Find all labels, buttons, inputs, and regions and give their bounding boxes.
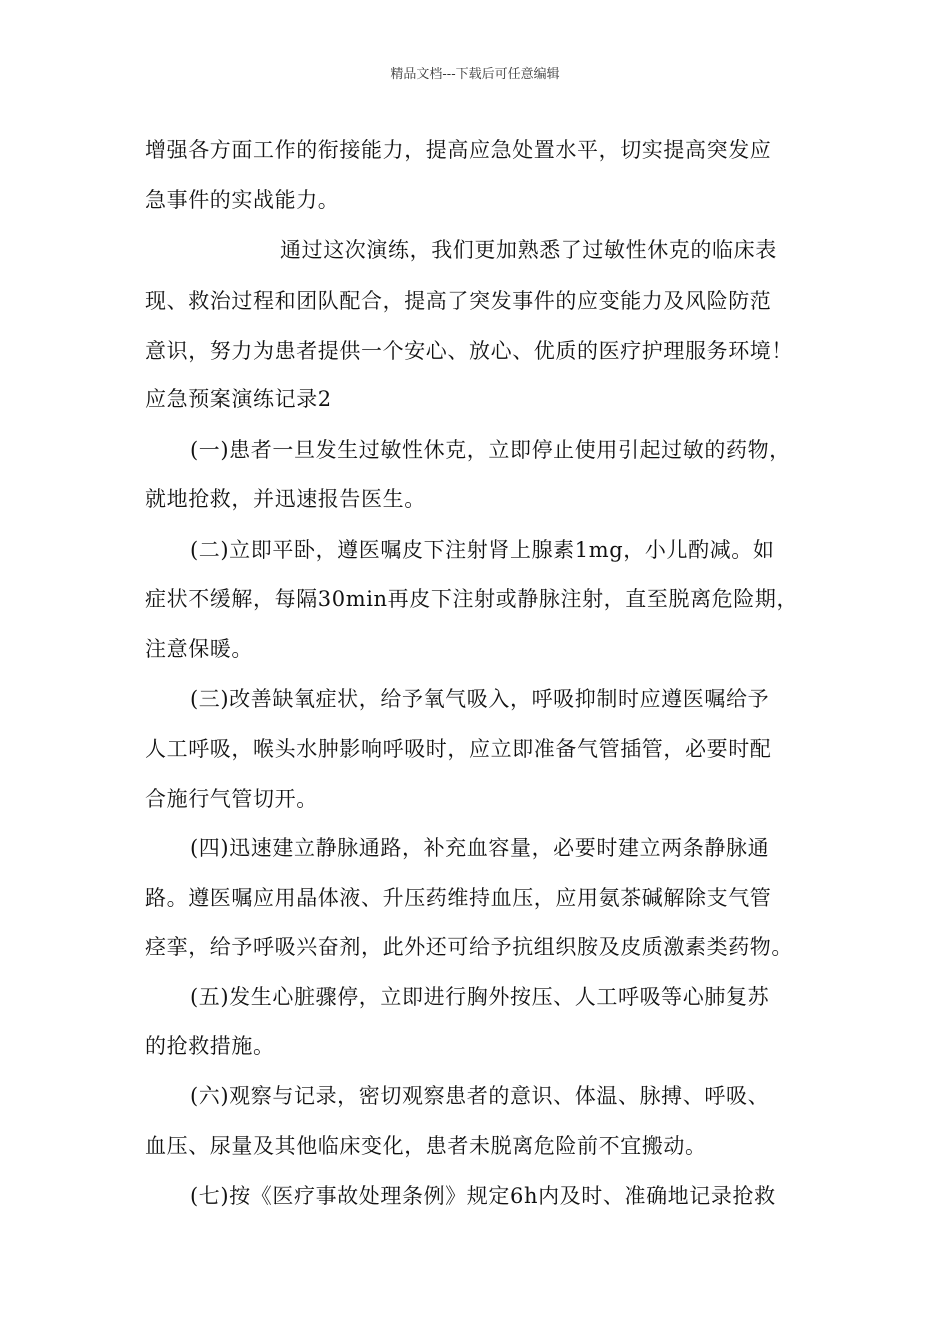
text-line: 急事件的实战能力。	[145, 188, 340, 212]
text-line: 的抢救措施。	[145, 1034, 275, 1058]
text-line: 意识，努力为患者提供一个安心、放心、优质的医疗护理服务环境！	[145, 339, 793, 363]
text-line: 路。遵医嘱应用晶体液、升压药维持血压，应用氨茶碱解除支气管	[145, 886, 772, 910]
text-line: (五)发生心脏骤停，立即进行胸外按压、人工呼吸等心肺复苏	[190, 985, 770, 1009]
text-line: (六)观察与记录，密切观察患者的意识、体温、脉搏、呼吸、	[190, 1084, 770, 1108]
text-line: 注意保暖。	[145, 637, 253, 661]
text-line: 痉挛，给予呼吸兴奋剂，此外还可给予抗组织胺及皮质激素类药物。	[145, 935, 793, 959]
text-line: (一)患者一旦发生过敏性休克，立即停止使用引起过敏的药物，	[190, 438, 791, 462]
text-line: (四)迅速建立静脉通路，补充血容量，必要时建立两条静脉通	[190, 836, 770, 860]
text-line: (七)按《医疗事故处理条例》规定6h内及时、准确地记录抢救	[190, 1184, 776, 1208]
text-line: (三)改善缺氧症状，给予氧气吸入，呼吸抑制时应遵医嘱给予	[190, 687, 770, 711]
text-line: 增强各方面工作的衔接能力，提高应急处置水平，切实提高突发应	[145, 138, 772, 162]
text-line: 现、救治过程和团队配合，提高了突发事件的应变能力及风险防范	[145, 289, 772, 313]
text-line: 症状不缓解，每隔30min再皮下注射或静脉注射，直至脱离危险期，	[145, 587, 799, 611]
text-line: 就地抢救，并迅速报告医生。	[145, 487, 426, 511]
page-header: 精品文档---下载后可任意编辑	[390, 67, 560, 82]
text-line: 人工呼吸，喉头水肿影响呼吸时，应立即准备气管插管，必要时配	[145, 737, 772, 761]
text-line: 通过这次演练，我们更加熟悉了过敏性休克的临床表	[280, 238, 777, 262]
text-line: 血压、尿量及其他临床变化，患者未脱离危险前不宜搬动。	[145, 1134, 707, 1158]
section-heading: 应急预案演练记录2	[145, 387, 332, 411]
text-line: 合施行气管切开。	[145, 787, 318, 811]
text-line: (二)立即平卧，遵医嘱皮下注射肾上腺素1mg，小儿酌减。如	[190, 538, 775, 562]
